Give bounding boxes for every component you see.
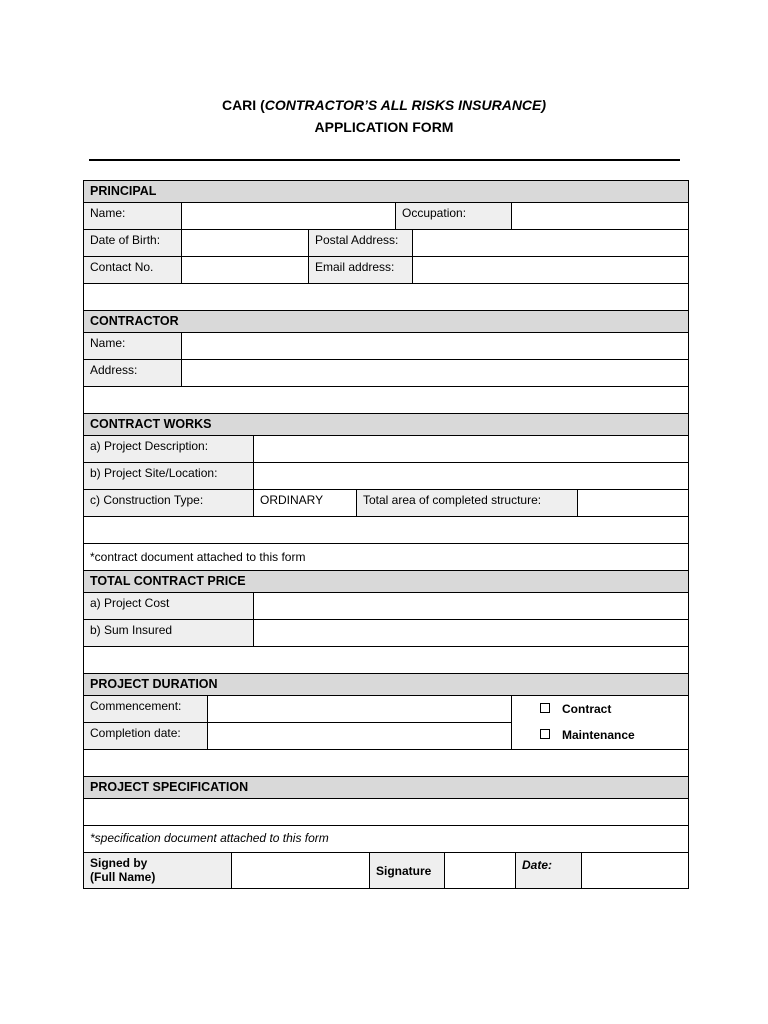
principal-email-field[interactable] bbox=[413, 257, 688, 283]
title-line-2: APPLICATION FORM bbox=[314, 119, 454, 135]
principal-occupation-label: Occupation: bbox=[396, 203, 512, 229]
project-description-label: a) Project Description: bbox=[84, 436, 254, 462]
sum-insured-field[interactable] bbox=[254, 620, 688, 646]
specification-field-row bbox=[84, 799, 688, 826]
maintenance-option[interactable] bbox=[512, 722, 688, 748]
duration-heading: PROJECT DURATION bbox=[84, 674, 688, 695]
specification-document-note: *specification document attached to this form bbox=[90, 831, 329, 845]
signed-by-line-2: (Full Name) bbox=[90, 870, 156, 884]
form-title bbox=[0, 94, 768, 138]
duration-dates bbox=[84, 696, 512, 749]
spacer-row bbox=[84, 387, 688, 414]
completion-field[interactable] bbox=[208, 723, 511, 749]
works-description-row bbox=[84, 436, 688, 463]
contractor-name-field[interactable] bbox=[182, 333, 688, 359]
contractor-name-label: Name: bbox=[84, 333, 182, 359]
principal-name-field[interactable] bbox=[182, 203, 396, 229]
maintenance-checkbox[interactable] bbox=[540, 729, 550, 739]
principal-postal-field[interactable] bbox=[413, 230, 688, 256]
principal-heading: PRINCIPAL bbox=[84, 181, 688, 202]
sum-insured-label: b) Sum Insured bbox=[84, 620, 254, 646]
completion-label: Completion date: bbox=[84, 723, 208, 749]
principal-dob-row bbox=[84, 230, 688, 257]
application-form-table bbox=[83, 180, 689, 889]
date-field[interactable] bbox=[582, 853, 688, 888]
completion-row bbox=[84, 723, 511, 749]
commencement-row bbox=[84, 696, 511, 723]
project-description-field[interactable] bbox=[254, 436, 688, 462]
principal-name-row bbox=[84, 203, 688, 230]
total-area-label: Total area of completed structure: bbox=[357, 490, 578, 516]
principal-contact-label: Contact No. bbox=[84, 257, 182, 283]
principal-email-label: Email address: bbox=[309, 257, 413, 283]
duration-section-header bbox=[84, 674, 688, 696]
principal-postal-label: Postal Address: bbox=[309, 230, 413, 256]
contractor-name-row bbox=[84, 333, 688, 360]
blank-cell bbox=[84, 387, 688, 413]
duration-block bbox=[84, 696, 688, 750]
date-label: Date: bbox=[516, 853, 582, 888]
commencement-label: Commencement: bbox=[84, 696, 208, 722]
principal-dob-label: Date of Birth: bbox=[84, 230, 182, 256]
contractor-section-header bbox=[84, 311, 688, 333]
contract-option-label: Contract bbox=[562, 702, 612, 716]
principal-section-header bbox=[84, 181, 688, 203]
spacer-row bbox=[84, 284, 688, 311]
project-site-field[interactable] bbox=[254, 463, 688, 489]
blank-cell bbox=[84, 750, 688, 776]
title-line-1: CARI (CONTRACTOR’S ALL RISKS INSURANCE) bbox=[221, 97, 547, 113]
project-cost-label: a) Project Cost bbox=[84, 593, 254, 619]
construction-type-label: c) Construction Type: bbox=[84, 490, 254, 516]
specification-field[interactable] bbox=[84, 799, 688, 825]
signed-by-field[interactable] bbox=[232, 853, 370, 888]
works-site-row bbox=[84, 463, 688, 490]
principal-contact-field[interactable] bbox=[182, 257, 309, 283]
project-cost-row bbox=[84, 593, 688, 620]
principal-dob-field[interactable] bbox=[182, 230, 309, 256]
works-section-header bbox=[84, 414, 688, 436]
works-note-row bbox=[84, 544, 688, 571]
contractor-address-label: Address: bbox=[84, 360, 182, 386]
commencement-field[interactable] bbox=[208, 696, 511, 722]
total-area-field[interactable] bbox=[578, 490, 688, 516]
signature-field[interactable] bbox=[445, 853, 516, 888]
blank-cell bbox=[84, 647, 688, 673]
contract-document-note: *contract document attached to this form bbox=[90, 550, 306, 564]
principal-contact-row bbox=[84, 257, 688, 284]
contractor-address-row bbox=[84, 360, 688, 387]
signed-by-line-1: Signed by bbox=[90, 856, 148, 870]
blank-cell bbox=[84, 517, 688, 543]
contract-checkbox[interactable] bbox=[540, 703, 550, 713]
spacer-row bbox=[84, 517, 688, 544]
specification-heading: PROJECT SPECIFICATION bbox=[84, 777, 688, 798]
signed-by-label bbox=[84, 853, 232, 888]
specification-note-row bbox=[84, 826, 688, 853]
construction-type-value[interactable]: ORDINARY bbox=[254, 490, 357, 516]
signature-label: Signature bbox=[370, 853, 445, 888]
contract-option[interactable] bbox=[512, 696, 688, 722]
spacer-row bbox=[84, 750, 688, 777]
price-heading: TOTAL CONTRACT PRICE bbox=[84, 571, 688, 592]
works-type-row bbox=[84, 490, 688, 517]
title-italic: CONTRACTOR’S ALL RISKS INSURANCE) bbox=[264, 97, 547, 113]
spacer-row bbox=[84, 647, 688, 674]
project-cost-field[interactable] bbox=[254, 593, 688, 619]
specification-section-header bbox=[84, 777, 688, 799]
title-divider bbox=[89, 159, 680, 161]
price-section-header bbox=[84, 571, 688, 593]
project-site-label: b) Project Site/Location: bbox=[84, 463, 254, 489]
contractor-heading: CONTRACTOR bbox=[84, 311, 688, 332]
works-heading: CONTRACT WORKS bbox=[84, 414, 688, 435]
maintenance-option-label: Maintenance bbox=[562, 728, 635, 742]
signoff-row bbox=[84, 853, 688, 888]
duration-options bbox=[512, 696, 688, 749]
principal-name-label: Name: bbox=[84, 203, 182, 229]
sum-insured-row bbox=[84, 620, 688, 647]
contractor-address-field[interactable] bbox=[182, 360, 688, 386]
blank-cell bbox=[84, 284, 688, 310]
principal-occupation-field[interactable] bbox=[512, 203, 688, 229]
